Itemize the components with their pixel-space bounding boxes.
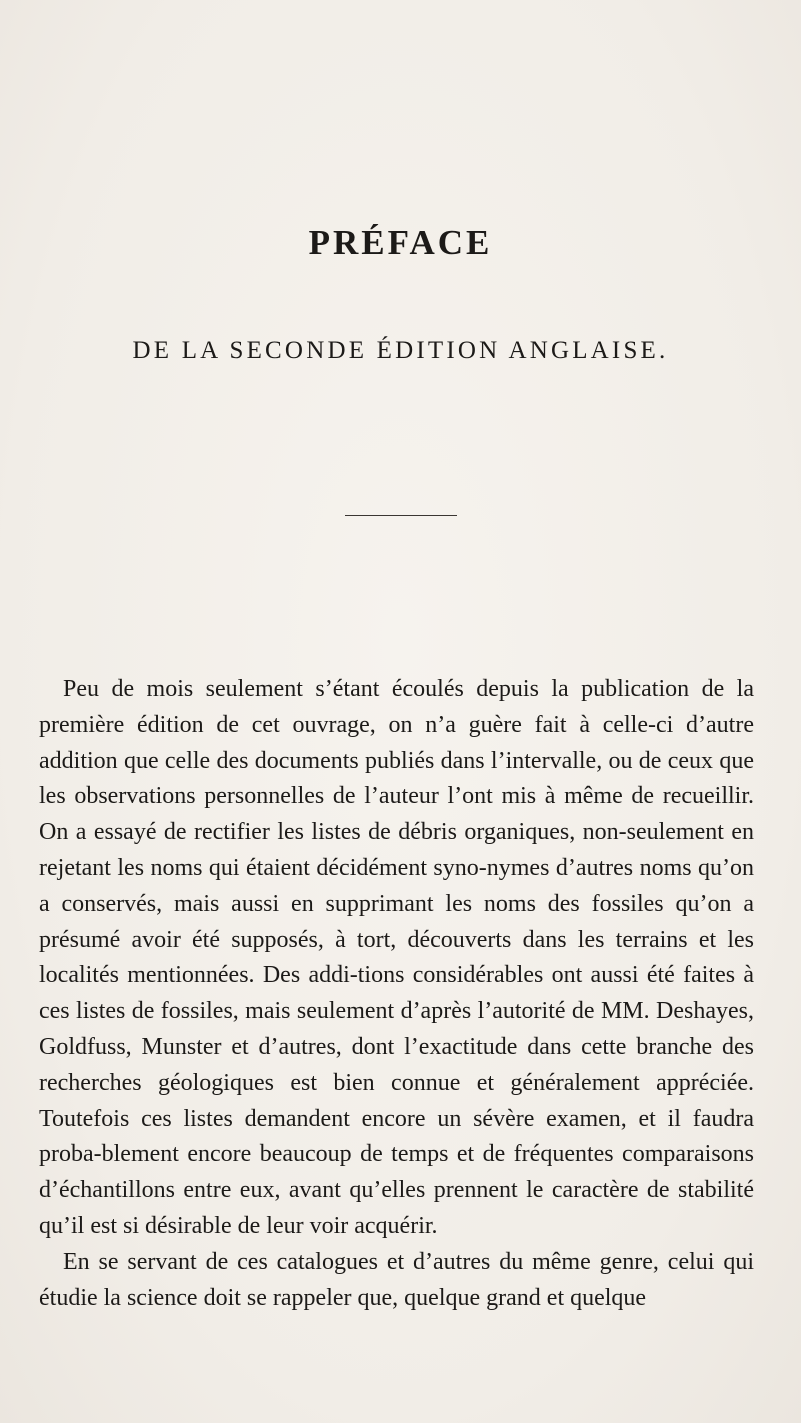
paragraph: En se servant de ces catalogues et d’autres du même genre, celui qui étudie la science doit se rappeler que, quelque grand et quelque [39, 1248, 754, 1311]
paragraph: Peu de mois seulement s’étant écoulés depuis la publication de la première édition de cet ouvrage, on n’a guère fait à celle-ci d’autre addition que celle des documents publiés dans l’intervalle, ou de ceux que les observations personnelles de l’auteur l’ont mis à même de recueillir. On a essayé de rectifier les listes de débris organiques, non-seulement en rejetant les noms qui étaient décidément syno-nymes d’autres noms qu’on a conservés, mais aussi en supprimant les noms des fossiles qu’on a présumé avoir été supposés, à tort, découverts dans les terrains et les localités mentionnées. Des addi-tions considérables ont aussi été faites à ces listes de fossiles, mais seulement d’après l’autorité de MM. Deshayes, Goldfuss, Munster et d’autres, dont l’exactitude dans cette branche des recherches géologiques est bien connue et généralement appréciée. Toutefois ces listes demandent encore un sévère examen, et il faudra proba-blement encore beaucoup de temps et de fréquentes comparaisons d’échantillons entre eux, avant qu’elles prennent le caractère de stabilité qu’il est si désirable de leur voir acquérir. [39, 676, 754, 1239]
page-subtitle: DE LA SECONDE ÉDITION ANGLAISE. [132, 337, 669, 364]
page-title: PRÉFACE [308, 223, 493, 262]
body-text [39, 672, 754, 1316]
separator-rule [345, 515, 457, 516]
